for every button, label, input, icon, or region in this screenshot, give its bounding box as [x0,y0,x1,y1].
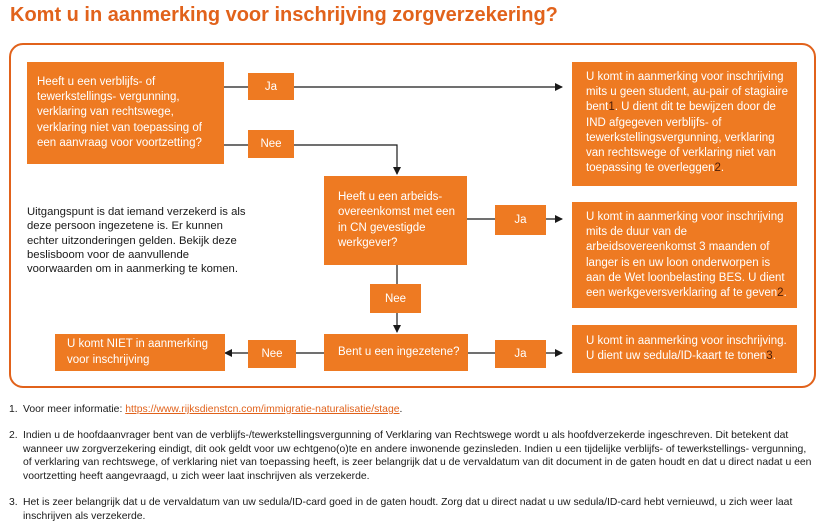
footnote-2-number: 2. [9,430,18,441]
footnote-ref-2b: 2 [777,287,784,300]
footnote-1 [9,403,799,417]
footnote-3 [9,496,817,523]
result-employment-end: . [783,287,787,300]
footnote-2-text: Indien u de hoofdaanvrager bent van de verblijfs-/tewerkstellingsvergunning of Verklaring van Rechtswege wordt u als hoofdverzekerde ingeschreven. Dit betekent dat wanneer uw zorgverzekering eindigt, dit ook geldt voor uw echtgeno(o)te en andere inwonende gezinsleden. Indien u een tijdelijke verblijfs- of tewerkstellings- vergunning, of verklaring van rechtswege, of verklaring niet van toepassing heeft, is zeer belangrijk dat u de vervaldatum van dit document in de gaten houdt en dat u direct nadat u een voortzetting heeft aangevraagd, u zich weer laat inschrijven als verzekerde. [23,430,812,482]
footnote-1-number: 1. [9,404,18,415]
answer-ja-3: Ja [495,340,546,368]
footnote-ref-1: 1 [608,101,615,114]
result-not-eligible-text: U komt NIET in aanmerking voor inschrijving [67,338,209,366]
result-not-eligible [55,334,225,371]
footnote-1-text: Voor meer informatie: [23,404,126,415]
answer-nee-2: Nee [370,284,421,313]
intro-text: Uitgangspunt is dat iemand verzekerd is als deze persoon ingezetene is. Er kunnen echter uitzonderingen gelden. Bekijk deze beslisboom voor de aanvullende voorwaarden om in aanmerking te komen. [27,206,246,276]
result-permit-text-b: . U dient dit te bewijzen door de IND afgegeven verblijfs- of tewerkstellingsvergunning, verklaring van rechtswege of verklaring niet van toepassing te overleggen [586,101,776,175]
footnote-ref-3: 3 [766,350,773,362]
footnote-1-link[interactable]: https://www.rijksdienstcn.com/immigratie-naturalisatie/stage [125,404,400,415]
footnote-3-text: Het is zeer belangrijk dat u de vervaldatum van uw sedula/ID-card goed in de gaten houdt. Zorg dat u direct nadat u uw sedula/ID-card hebt vernieuwd, u zich weer laat inschrijven als verzekerde. [23,497,793,522]
footnote-3-number: 3. [9,497,18,508]
answer-nee-3: Nee [248,340,296,368]
question-permit-text: Heeft u een verblijfs- of tewerkstellings- vergunning, verklaring van rechtswege, verklaring niet van toepassing of een aanvraag voor voortzetting? [37,75,202,149]
result-permit-end: . [720,162,725,175]
question-resident-text: Bent u een ingezetene? [338,345,460,358]
footnote-2 [9,429,817,483]
page-title: Komt u in aanmerking voor inschrijving zorgverzekering? [10,4,558,26]
question-employment-text: Heeft u een arbeids- overeenkomst met een in CN gevestigde werkgever? [338,191,455,249]
result-employment [572,202,797,308]
result-employment-text: U komt in aanmerking voor inschrijving mits de duur van de arbeidsovereenkomst 3 maanden of langer is en uw loon onderworpen is aan de Wet loonbelasting BES. U dient een werkgeversverklaring af te geven [586,211,785,300]
footnote-1-end: . [399,404,403,415]
result-resident [572,325,797,373]
result-resident-text: U komt in aanmerking voor inschrijving. U dient uw sedula/ID-kaart te tonen [586,334,787,362]
result-resident-end: . [772,350,776,362]
answer-nee-1: Nee [248,130,294,158]
result-permit-text-a: U komt in aanmerking voor inschrijving mits u geen student, au-pair of stagiaire bent [586,71,789,114]
question-permit [27,62,224,164]
answer-ja-1: Ja [248,73,294,100]
question-resident [324,334,468,371]
answer-ja-2: Ja [495,205,546,235]
question-employment [324,176,467,265]
result-permit [572,62,797,186]
footnote-ref-2: 2 [714,162,721,175]
